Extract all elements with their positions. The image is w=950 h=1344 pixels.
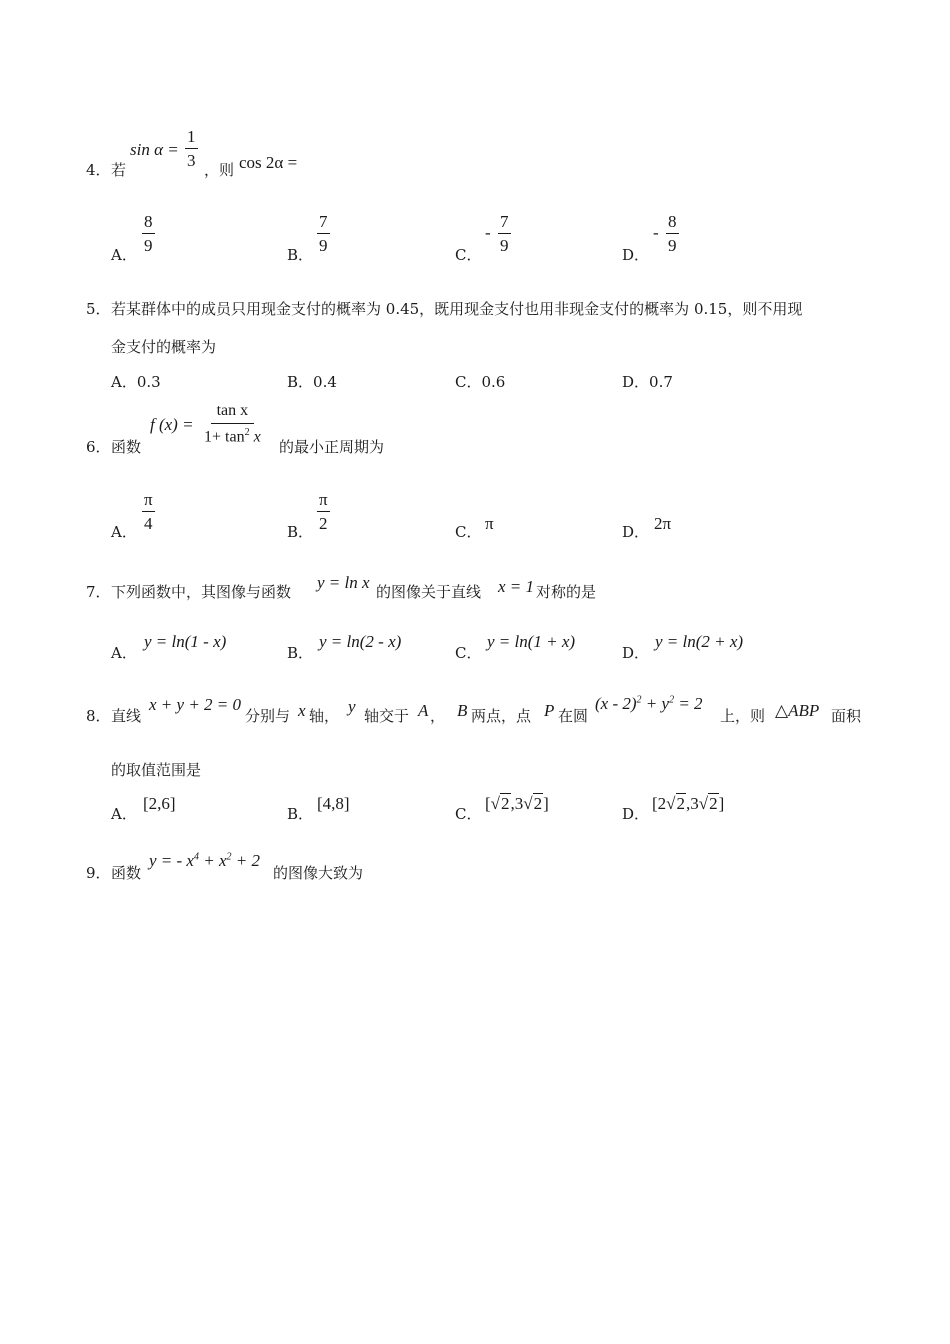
q5-option-c: C．0.6 xyxy=(455,373,506,391)
q8-circle-equation: $(x - 2)^2 + y^2 = 2$ xyxy=(595,694,703,713)
q4-option-a-value: $\frac{8}{9}$ xyxy=(144,212,153,255)
q8-triangle-abp: △ABP xyxy=(775,701,820,720)
q8-option-b-label: B． xyxy=(287,805,314,823)
q4-lhs: sin α = xyxy=(130,140,179,159)
q4-text-ruo: 若 xyxy=(111,161,127,179)
q5-option-a: A．0.3 xyxy=(111,373,161,391)
q8-line-equation: x + y + 2 = 0 xyxy=(149,695,242,714)
q8-option-d-value: [2√2,3√2] xyxy=(652,794,725,813)
q4-option-d-label: D． xyxy=(622,246,650,264)
q6-option-b-value: $\frac{\pi}{2}$ xyxy=(319,490,328,533)
q6-option-a-value: $\frac{\pi}{4}$ xyxy=(144,490,153,533)
q7-option-a-value: y = ln(1 - x) xyxy=(144,632,227,651)
q7-text-mid: 的图像关于直线 xyxy=(376,583,482,601)
q6-option-c-label: C． xyxy=(455,523,482,541)
q6-fraction: $\frac{\text{tan x}}{1+ \tan^2 x}$ xyxy=(204,402,261,446)
q4-rhs: cos 2α = xyxy=(239,153,298,172)
q8-point-b: B xyxy=(457,701,468,720)
q8-option-b-value: [4,8] xyxy=(317,794,350,813)
q6-number: 6． xyxy=(86,438,111,456)
q8-option-a-label: A． xyxy=(111,805,137,823)
q8-option-d-label: D． xyxy=(622,805,650,823)
q5-line-2: 金支付的概率为 xyxy=(111,338,217,356)
q7-option-a-label: A． xyxy=(111,644,137,662)
q7-expr-2: x = 1 xyxy=(498,577,535,596)
q6-option-c-value: π xyxy=(485,514,494,533)
q7-option-d-value: y = ln(2 + x) xyxy=(655,632,744,651)
q7-option-d-label: D． xyxy=(622,644,650,662)
q9-function: y = - $x^4 + x^2 + 2$ xyxy=(149,851,260,870)
q4-number: 4． xyxy=(86,161,111,179)
q8-option-a-value: [2,6] xyxy=(143,794,176,813)
q6-option-d-value: 2π xyxy=(654,514,672,533)
q6-text-pre: 函数 xyxy=(111,438,142,456)
q4-option-b-label: B． xyxy=(287,246,314,264)
q4-fraction: $\frac{1}{3}$ xyxy=(187,127,196,170)
q5-number: 5． xyxy=(86,300,111,318)
q8-text-8: 上，则 xyxy=(720,707,766,725)
q5-option-d: D．0.7 xyxy=(622,373,673,391)
q8-text-7: 在圆 xyxy=(558,707,589,725)
q8-text-5: ， xyxy=(430,707,446,725)
q4-option-b-value: $\frac{7}{9}$ xyxy=(319,212,328,255)
q7-option-c-value: y = ln(1 + x) xyxy=(487,632,576,651)
q8-option-c-label: C． xyxy=(455,805,482,823)
q7-text-pre: 下列函数中，其图像与函数 xyxy=(111,583,292,601)
q4-option-c-label: C． xyxy=(455,246,482,264)
q5-line-1: 若某群体中的成员只用现金支付的概率为 0.45，既用现金支付也用非现金支付的概率为 0.15，则不用现 xyxy=(111,300,803,318)
q8-x-axis: x xyxy=(298,701,306,720)
q6-option-b-label: B． xyxy=(287,523,314,541)
q8-point-p: P xyxy=(544,701,555,720)
q8-option-c-value: [√2,3√2] xyxy=(485,794,549,813)
q6-text-post: 的最小正周期为 xyxy=(279,438,385,456)
q7-option-b-label: B． xyxy=(287,644,314,662)
q7-text-post: 对称的是 xyxy=(536,583,597,601)
q8-text-3: 轴， xyxy=(309,707,340,725)
q8-number: 8． xyxy=(86,707,111,725)
q7-option-c-label: C． xyxy=(455,644,482,662)
q4-option-c-value: $\frac{7}{9}$ xyxy=(500,212,509,255)
q8-text-2: 分别与 xyxy=(245,707,291,725)
q4-option-d-sign: - xyxy=(653,223,659,242)
q4-option-c-sign: - xyxy=(485,223,491,242)
q4-option-a-label: A． xyxy=(111,246,137,264)
q6-lhs: f (x) = xyxy=(150,415,194,434)
q8-line-2: 的取值范围是 xyxy=(111,761,202,779)
q7-number: 7． xyxy=(86,583,111,601)
q4-option-d-value: $\frac{8}{9}$ xyxy=(668,212,677,255)
q8-text-1: 直线 xyxy=(111,707,142,725)
q9-number: 9． xyxy=(86,864,111,882)
q8-text-6: 两点，点 xyxy=(471,707,532,725)
q7-option-b-value: y = ln(2 - x) xyxy=(319,632,402,651)
q9-text-pre: 函数 xyxy=(111,864,142,882)
q7-expr-1: y = ln x xyxy=(317,573,370,592)
q8-text-9: 面积 xyxy=(831,707,862,725)
q4-text-mid: ，则 xyxy=(204,161,235,179)
q8-point-a: A xyxy=(418,701,429,720)
q6-option-d-label: D． xyxy=(622,523,650,541)
q9-text-post: 的图像大致为 xyxy=(273,864,364,882)
q8-text-4: 轴交于 xyxy=(364,707,410,725)
q8-y-axis: y xyxy=(348,697,356,716)
q5-option-b: B．0.4 xyxy=(287,373,337,391)
q6-option-a-label: A． xyxy=(111,523,137,541)
